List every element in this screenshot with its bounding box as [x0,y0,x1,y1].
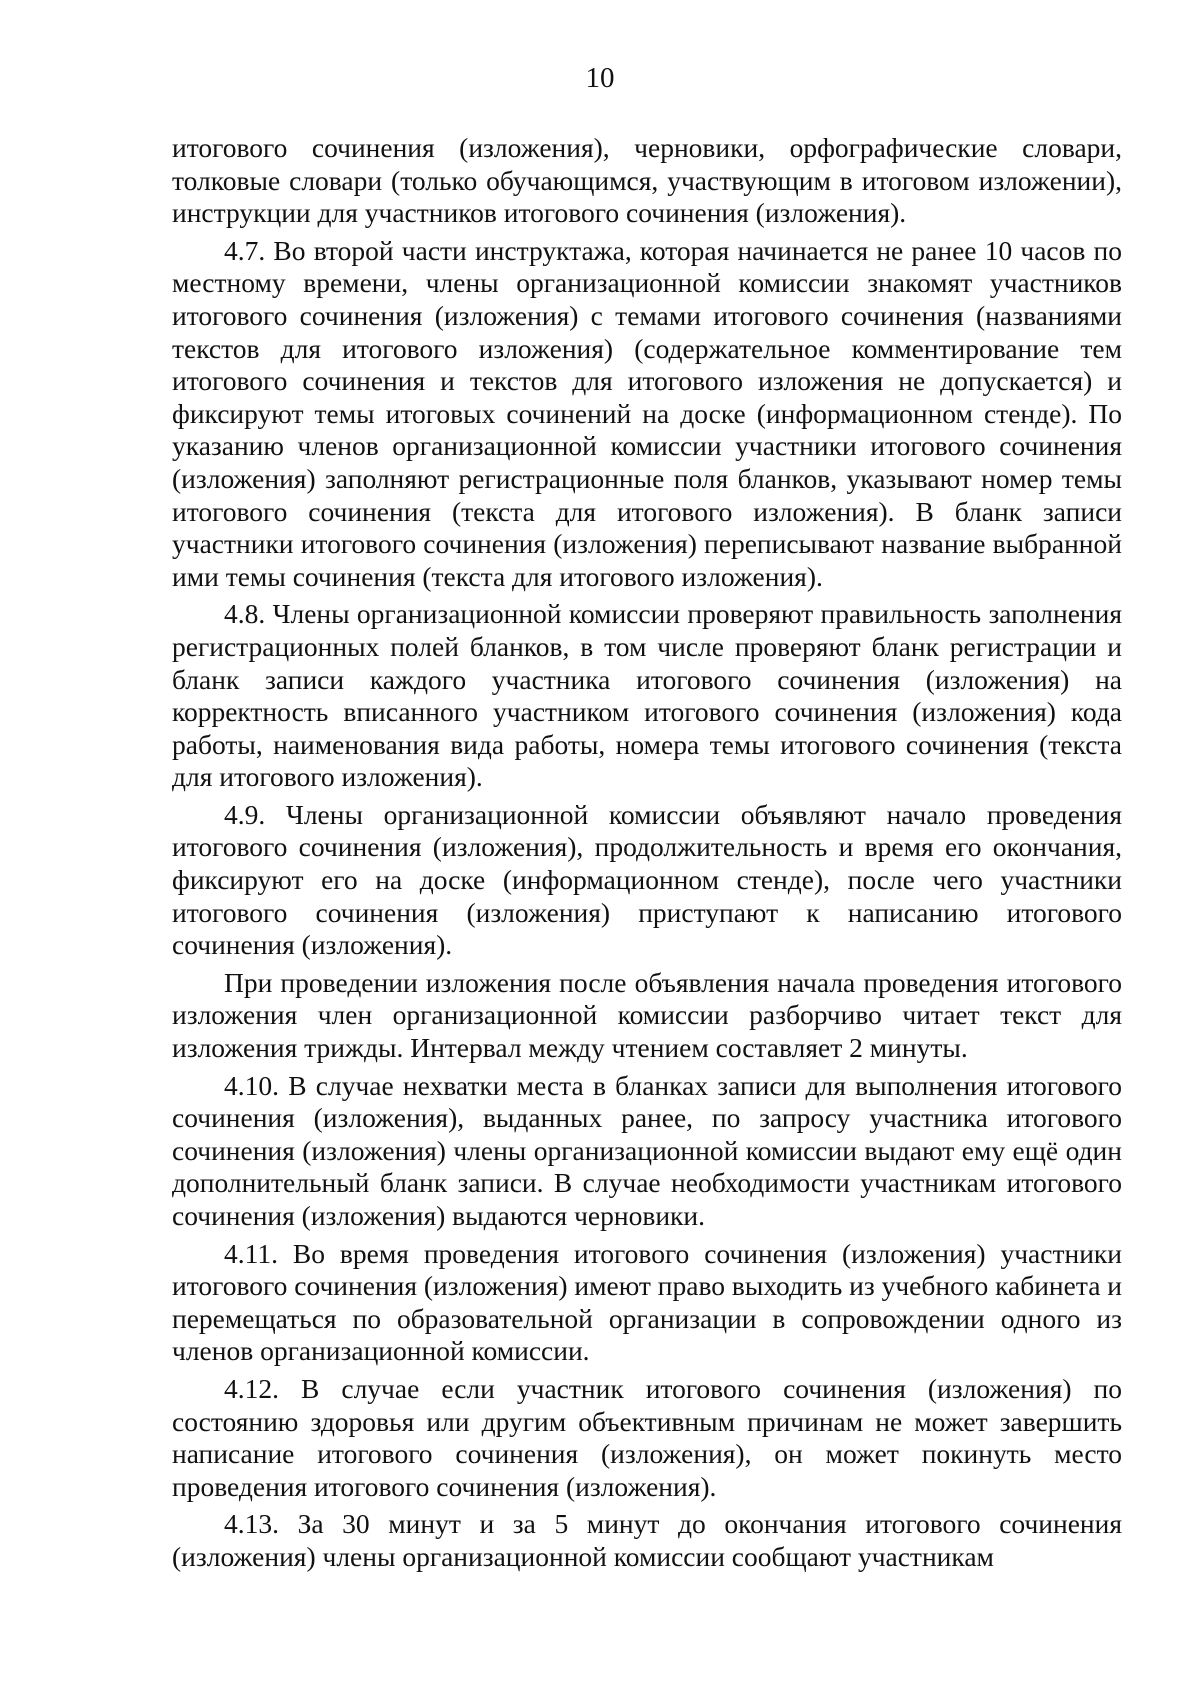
paragraph-4-7: 4.7. Во второй части инструктажа, которая начинается не ранее 10 часов по местному времени, члены организационной комиссии знакомят участников итогового сочинения (изложения) с темами итогового сочинения (названиями текстов для итогового изложения) (содержательное комментирование тем итогового сочинения и текстов для итогового изложения не допускается) и фиксируют темы итоговых сочинений на доске (информационном стенде). По указанию членов организационной комиссии участники итогового сочинения (изложения) заполняют регистрационные поля бланков, указывают номер темы итогового сочинения (текста для итогового изложения). В бланк записи участники итогового сочинения (изложения) переписывают название выбранной ими темы сочинения (текста для итогового изложения). [172,234,1122,592]
paragraph-4-11: 4.11. Во время проведения итогового сочинения (изложения) участники итогового сочинения (изложения) имеют право выходить из учебного кабинета и перемещаться по образовательной организации в сопровождении одного из членов организационной комиссии. [172,1237,1122,1367]
page-number: 10 [585,62,615,94]
paragraph-4-13: 4.13. За 30 минут и за 5 минут до окончания итогового сочинения (изложения) члены организационной комиссии сообщают участникам [172,1508,1122,1572]
paragraph-continuation: итогового сочинения (изложения), черновики, орфографические словари, толковые словари (только обучающимся, участвующим в итоговом изложении), инструкции для участников итогового сочинения (изложения). [172,132,1122,229]
paragraph-4-12: 4.12. В случае если участник итогового сочинения (изложения) по состоянию здоровья или другим объективным причинам не может завершить написание итогового сочинения (изложения), он может покинуть место проведения итогового сочинения (изложения). [172,1372,1122,1502]
paragraph-4-10: 4.10. В случае нехватки места в бланках записи для выполнения итогового сочинения (изложения), выданных ранее, по запросу участника итогового сочинения (изложения) члены организационной комиссии выдают ему ещё один дополнительный бланк записи. В случае необходимости участникам итогового сочинения (изложения) выдаются черновики. [172,1069,1122,1231]
paragraph-4-8: 4.8. Члены организационной комиссии проверяют правильность заполнения регистрационных полей бланков, в том числе проверяют бланк регистрации и бланк записи каждого участника итогового сочинения (изложения) на корректность вписанного участником итогового сочинения (изложения) кода работы, наименования вида работы, номера темы итогового сочинения (текста для итогового изложения). [172,598,1122,793]
paragraph-4-9: 4.9. Члены организационной комиссии объявляют начало проведения итогового сочинения (изложения), продолжительность и время его окончания, фиксируют его на доске (информационном стенде), после чего участники итогового сочинения (изложения) приступают к написанию итогового сочинения (изложения). [172,798,1122,961]
document-body [172,132,1122,1574]
paragraph-dictation: При проведении изложения после объявления начала проведения итогового изложения член организационной комиссии разборчиво читает текст для изложения трижды. Интервал между чтением составляет 2 минуты. [172,966,1122,1064]
